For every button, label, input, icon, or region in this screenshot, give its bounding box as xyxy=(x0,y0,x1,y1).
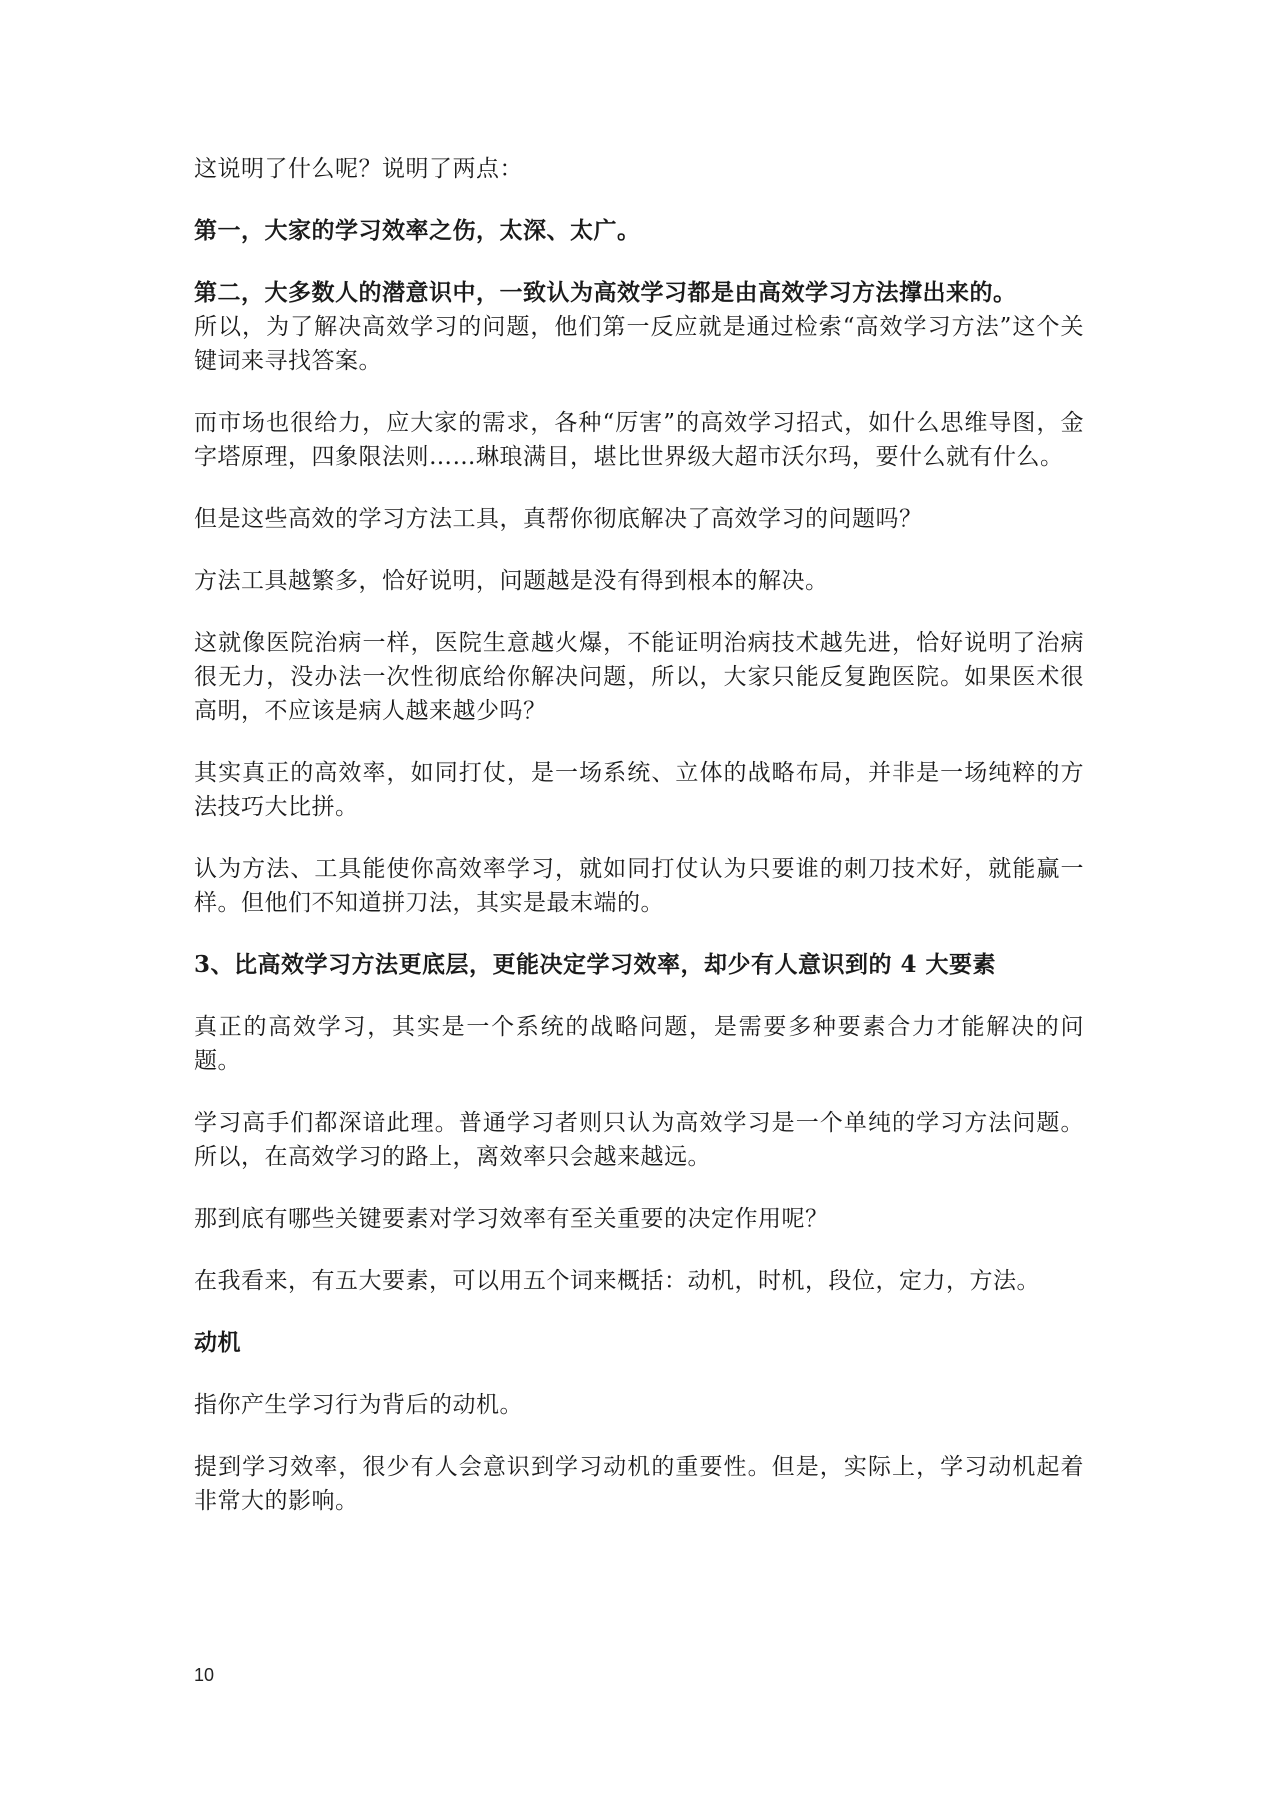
section-heading: 第二，大多数人的潜意识中，一致认为高效学习都是由高效学习方法撑出来的。 xyxy=(194,279,1017,306)
body-paragraph: 这就像医院治病一样，医院生意越火爆，不能证明治病技术越先进，恰好说明了治病很无力，没办法一次性彻底给你解决问题，所以，大家只能反复跑医院。如果医术很高明，不应该是病人越来越少吗？ xyxy=(194,630,1084,724)
body-paragraph: 其实真正的高效率，如同打仗，是一场系统、立体的战略布局，并非是一场纯粹的方法技巧大比拼。 xyxy=(194,760,1084,820)
document-body xyxy=(194,152,1084,1546)
body-paragraph: 所以，为了解决高效学习的问题，他们第一反应就是通过检索“高效学习方法”这个关键词来寻找答案。 xyxy=(194,314,1084,374)
section-heading: 3、比高效学习方法更底层，更能决定学习效率，却少有人意识到的 4 大要素 xyxy=(194,951,997,978)
body-paragraph: 提到学习效率，很少有人会意识到学习动机的重要性。但是，实际上，学习动机起着非常大的影响。 xyxy=(194,1454,1084,1514)
body-paragraph: 但是这些高效的学习方法工具，真帮你彻底解决了高效学习的问题吗？ xyxy=(194,506,923,532)
body-paragraph: 指你产生学习行为背后的动机。 xyxy=(194,1392,523,1418)
body-paragraph: 这说明了什么呢？说明了两点： xyxy=(194,156,523,182)
body-paragraph: 那到底有哪些关键要素对学习效率有至关重要的决定作用呢？ xyxy=(194,1206,829,1232)
body-paragraph: 真正的高效学习，其实是一个系统的战略问题，是需要多种要素合力才能解决的问题。 xyxy=(194,1014,1084,1074)
body-paragraph: 方法工具越繁多，恰好说明，问题越是没有得到根本的解决。 xyxy=(194,568,829,594)
page-number: 10 xyxy=(194,1665,215,1685)
body-paragraph: 学习高手们都深谙此理。普通学习者则只认为高效学习是一个单纯的学习方法问题。所以，在高效学习的路上，离效率只会越来越远。 xyxy=(194,1110,1084,1170)
body-paragraph: 而市场也很给力，应大家的需求，各种“厉害”的高效学习招式，如什么思维导图，金字塔原理，四象限法则……琳琅满目，堪比世界级大超市沃尔玛，要什么就有什么。 xyxy=(194,410,1084,470)
body-paragraph: 认为方法、工具能使你高效率学习，就如同打仗认为只要谁的刺刀技术好，就能赢一样。但他们不知道拼刀法，其实是最末端的。 xyxy=(194,856,1084,916)
section-heading: 第一，大家的学习效率之伤，太深、太广。 xyxy=(194,217,641,244)
section-heading: 动机 xyxy=(194,1329,241,1356)
body-paragraph: 在我看来，有五大要素，可以用五个词来概括：动机，时机，段位，定力，方法。 xyxy=(194,1268,1040,1294)
